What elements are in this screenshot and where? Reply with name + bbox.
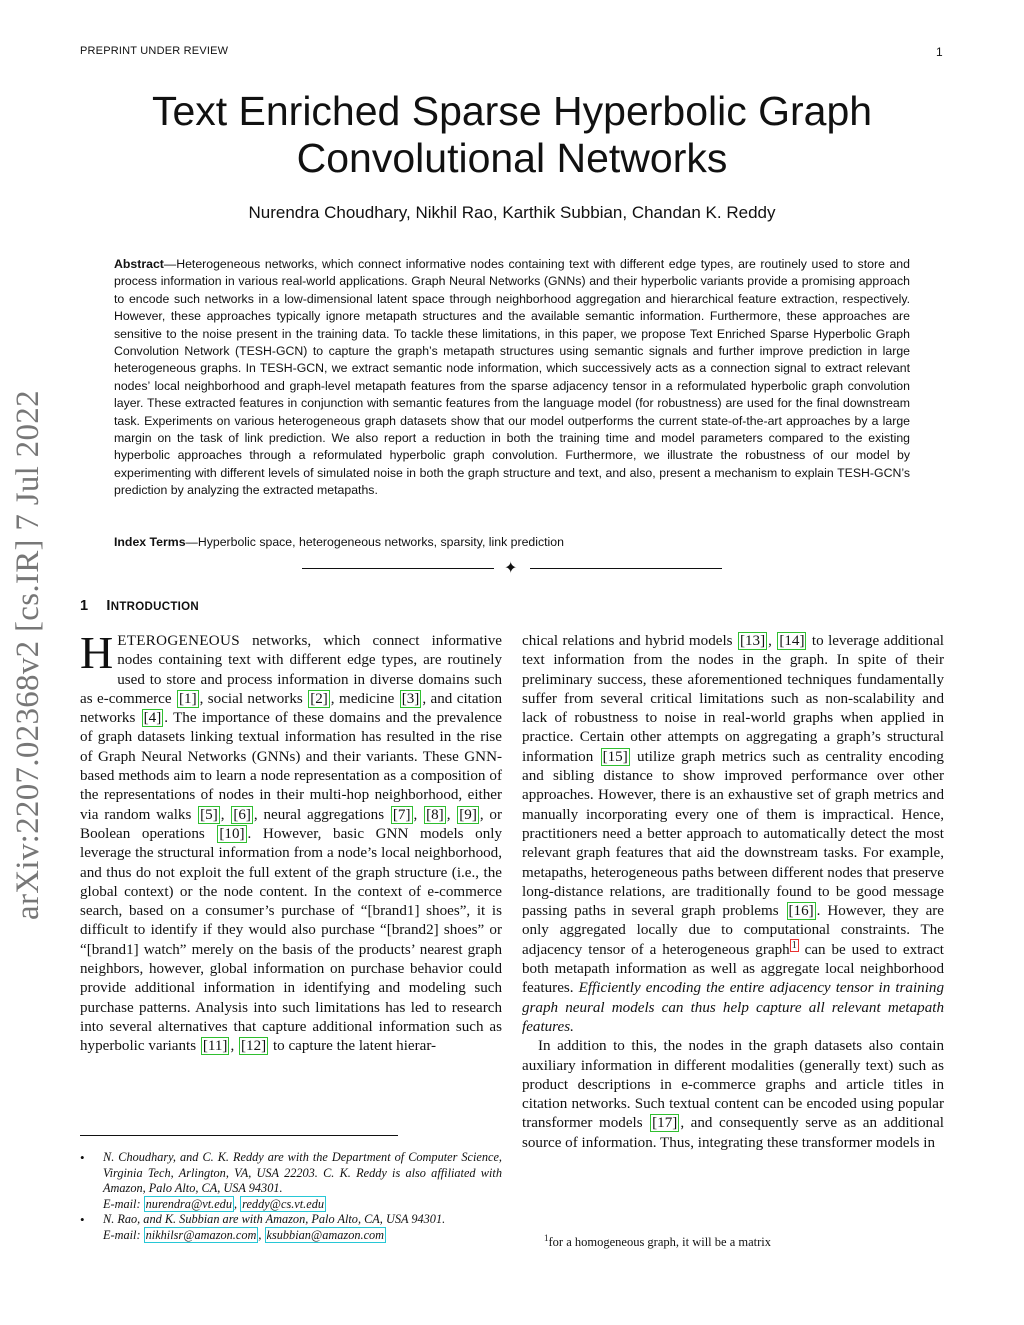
citation-link[interactable]: [2] — [310, 690, 328, 707]
text-run: . However, they are only aggregated locally due to computational constraints. The adjacency tensor of a heterogeneous graph — [522, 903, 944, 958]
email-link[interactable]: reddy@cs.vt.edu — [242, 1196, 325, 1211]
citation-link[interactable]: [17] — [652, 1115, 678, 1132]
citation-link[interactable]: [13] — [739, 633, 766, 649]
emphasis-text: Efficiently encoding the entire adjacency tensor in training graph neural models can thus help capture all relevant metapath features. — [522, 980, 945, 1035]
text-run: , — [413, 806, 424, 823]
text-run: , or Boolean operations — [80, 806, 502, 842]
citation-link[interactable]: [14] — [779, 633, 805, 649]
index-terms-text: —Hyperbolic space, heterogeneous networks, sparsity, link prediction — [185, 535, 564, 549]
affiliation-text: N. Rao, and K. Subbian are with Amazon, Palo Alto, CA, USA 94301. — [103, 1212, 446, 1227]
intro-paragraph-1-continued — [522, 632, 944, 1037]
footnote-text: for a homogeneous graph, it will be a matrix — [548, 1235, 772, 1250]
citation-link[interactable]: [8] — [426, 806, 444, 823]
affiliation-note-1: • N. Choudhary, and C. K. Reddy are with the Department of Computer Science, Virginia Tech, Arlington, VA, USA 22203. C. K. Reddy is also affiliated with Amazon, Palo Alto, CA, USA 94301. E-mail: nurendra@vt.edu , reddy@cs.vt.edu — [80, 1150, 502, 1211]
text-run: chical relations and hybrid models — [522, 633, 737, 649]
divider-star-icon: ✦ — [504, 558, 518, 577]
drop-cap: H — [80, 627, 114, 678]
index-terms — [114, 535, 910, 549]
intro-paragraph-2 — [522, 1037, 944, 1153]
footnote-ref-link[interactable]: 1 — [791, 939, 797, 951]
citation-link[interactable]: [16] — [788, 903, 814, 920]
citation-link[interactable]: [5] — [200, 806, 218, 823]
footnote-mark: 1 — [544, 1233, 549, 1243]
section-heading — [80, 598, 199, 614]
text-run: to capture the latent hierar- — [269, 1038, 437, 1055]
text-run: , medicine — [330, 690, 399, 707]
title-line-2: Convolutional Networks — [296, 135, 728, 181]
email-label: E-mail: — [103, 1227, 144, 1242]
text-run: , — [446, 806, 457, 823]
bullet-icon: • — [80, 1150, 85, 1165]
index-terms-label: Index Terms — [114, 535, 186, 549]
page-number: 1 — [936, 45, 943, 59]
text-run: , — [768, 633, 777, 649]
citation-link[interactable]: [11] — [202, 1038, 228, 1055]
body-column-left — [80, 627, 503, 1057]
citation-link[interactable]: [1] — [179, 690, 197, 707]
affiliation-footnotes — [80, 1150, 502, 1244]
text-run: , and citation networks — [80, 690, 503, 727]
section-title-first: I — [106, 598, 111, 614]
body-column-right — [522, 632, 944, 1153]
text-run: , — [230, 1038, 239, 1055]
citation-link[interactable]: [3] — [401, 690, 420, 707]
text-run: , and consequently serve as an additional source of information. Thus, integrating these transformer models in — [522, 1115, 944, 1151]
text-run: to leverage additional text information from the nodes in the graph. In spite of their preliminary success, these aforementioned techniques fundamentally suffer from several critical limitations such as non-scalability and lack of robustness to noise in real-world graphs when applied in practice. Certain other attempts on aggregating a graph’s structural information — [522, 633, 944, 765]
text-run: , social networks — [199, 690, 308, 707]
paper-title — [100, 88, 924, 182]
text-run: networks, which connect informative nodes containing text with different edge types, are routinely used to store and process information in diverse domains such as e-commerce — [80, 633, 502, 707]
text-run: utilize graph metrics such as centrality encoding and sibling distance to show improved performance over other approaches. However, there is an exhaustive set of graph metrics and manually incorporating every one of them is impractical. Hence, practitioners need a better approach to automatically detect the most relevant graph features that aid the downstream tasks. For example, metapaths, heterogeneous paths between different nodes that preserve long-distance relations, are traditionally found to be good message passing paths in several graph problems — [522, 748, 944, 920]
arxiv-stamp: arXiv:2207.02368v2 [cs.IR] 7 Jul 2022 — [10, 390, 46, 920]
citation-link[interactable]: [6] — [233, 806, 251, 823]
text-run: , — [220, 806, 231, 823]
citation-link[interactable]: [12] — [241, 1038, 267, 1055]
citation-link[interactable]: [15] — [602, 748, 628, 765]
footnote-1 — [544, 1233, 771, 1250]
email-label: E-mail: — [103, 1196, 144, 1211]
abstract-text: —Heterogeneous networks, which connect informative nodes containing text with different edge types, are routinely used to store and process information in various real-world applications. Graph Neural Networks (GNNs) and their hyperbolic variants provide a promising approach to encode such networks in a low-dimensional latent space through neighborhood aggregation and hierarchical feature extraction, respectively. However, these approaches typically ignore metapath structures and the available semantic information. Furthermore, these approaches are sensitive to the noise present in the training data. To tackle these limitations, in this paper, we propose Text Enriched Sparse Hyperbolic Graph Convolution Network (TESH-GCN) to capture the graph’s metapath structures using semantic signals and further improve prediction in large heterogeneous graphs. In TESH-GCN, we extract semantic node information, which successively acts as a connection signal to extract relevant nodes’ local neighborhood and graph-level metapath features from the sparse adjacency tensor in a reformulated hyperbolic graph convolution layer. These extracted features in conjunction with semantic features from the language model (for robustness) are used for the final downstream task. Experiments on various heterogeneous graph datasets show that our model outperforms the current state-of-the-art approaches by a large margin on the task of link prediction. We also report a reduction in both the training time and model parameters compared to the existing hyperbolic approaches through a reformulated hyperbolic graph convolution. Furthermore, we illustrate the robustness of our model by experimenting with different levels of simulated noise in both the graph structure and text, and also, present a mechanism to explain TESH-GCN’s prediction by analyzing the extracted metapaths. — [114, 257, 910, 498]
citation-link[interactable]: [4] — [143, 710, 162, 727]
lead-word: ETEROGENEOUS — [117, 633, 240, 649]
text-run: . The importance of these domains and the prevalence of graph datasets linking textual information has resulted in the rise of Graph Neural Networks (GNNs) and their variants. These GNN-based methods aim to learn a node representation as a composition of the representations of nodes in their multi-hop neighborhood, either via random walks — [80, 710, 502, 823]
email-link[interactable]: nikhilsr@amazon.com — [145, 1227, 257, 1242]
citation-link[interactable]: [7] — [392, 806, 411, 823]
bullet-icon: • — [80, 1212, 85, 1228]
section-title-rest: NTRODUCTION — [110, 601, 199, 613]
intro-paragraph-1 — [80, 627, 503, 1057]
author-list: Nurendra Choudhary, Nikhil Rao, Karthik Subbian, Chandan K. Reddy — [248, 203, 776, 222]
email-link[interactable]: nurendra@vt.edu — [145, 1196, 232, 1211]
running-header: PREPRINT UNDER REVIEW — [80, 45, 229, 57]
section-divider — [302, 560, 722, 578]
abstract-label: Abstract — [114, 257, 164, 271]
affiliation-note-2: • N. Rao, and K. Subbian are with Amazon, Palo Alto, CA, USA 94301. E-mail: nikhilsr@amazon.com , ksubbian@amazon.com — [80, 1212, 446, 1242]
text-run: In addition to this, the nodes in the graph datasets also contain auxiliary information in different modalities (generally text) such as product descriptions in e-commerce graphs and article titles in citation networks. Such textual content can be encoded using popular transformer models — [522, 1038, 944, 1132]
text-run: , neural aggregations — [253, 806, 390, 823]
citation-link[interactable]: [9] — [459, 806, 477, 823]
affiliation-text: N. Choudhary, and C. K. Reddy are with the Department of Computer Science, Virginia Tech, Arlington, VA, USA 22203. C. K. Reddy is also affiliated with Amazon, Palo Alto, CA, USA 94301. — [103, 1150, 502, 1196]
email-link[interactable]: ksubbian@amazon.com — [266, 1227, 385, 1242]
footnote-rule — [80, 1135, 398, 1136]
citation-link[interactable]: [10] — [219, 825, 245, 842]
text-run: can be used to extract both metapath information as well as aggregate local neighborhood features. — [522, 941, 944, 997]
abstract — [114, 256, 910, 500]
section-number: 1 — [80, 598, 89, 614]
title-line-1: Text Enriched Sparse Hyperbolic Graph — [151, 88, 873, 134]
text-run: . However, basic GNN models only leverage the structural information from a node’s local neighborhood, and thus do not exploit the full extent of the graph structure (i.e., the global context) or the node content. In the context of e-commerce search, based on a consumer’s purchase of “[brand1] shoes”, it is difficult to identify if they would also purchase “[brand2] shoes” or “[brand1] watch” merely on the basis of the products’ nearest graph neighbors, however, global information on purchase behavior could provide additional information in identifying and modeling such purchase patterns. Analysis into such limitations has led to research into several alternatives that capture additional information such as hyperbolic variants — [80, 825, 502, 1055]
